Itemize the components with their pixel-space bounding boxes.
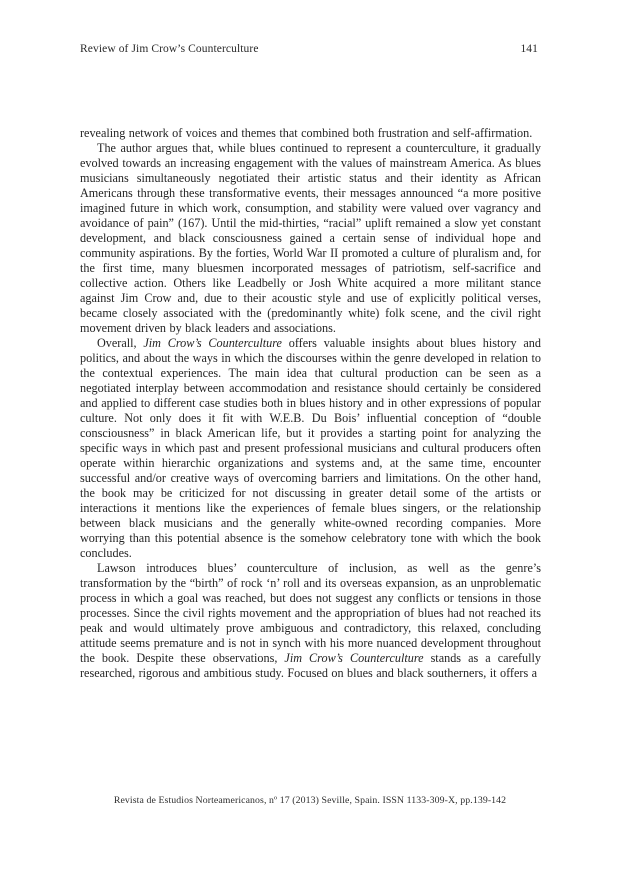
text-segment: revealing network of voices and themes that combined both frustration and self-affirmation. — [80, 126, 533, 140]
footer-citation: Revista de Estudios Norteamericanos, nº 17 (2013) Seville, Spain. ISSN 1133-309-X, pp.139-142 — [113, 795, 507, 806]
paragraph — [80, 336, 541, 561]
paragraph — [80, 141, 541, 336]
running-head-title: Review of Jim Crow’s Counterculture — [80, 43, 259, 55]
text-segment: Lawson introduces blues’ counterculture of inclusion, as well as the genre’s transformation by the “birth” of rock ‘n’ roll and its overseas expansion, as an unproblematic process in which a goal was reached, but does not suggest any conflicts or tensions in those processes. Since the civil rights movement and the appropriation of blues had not reached its peak and would ultimately prove ambiguous and contradictory, this relaxed, concluding attitude seems premature and is not in synch with his more nuanced development throughout the book. Despite these observations, — [80, 561, 541, 665]
running-header — [80, 43, 538, 55]
text-segment: The author argues that, while blues continued to represent a counterculture, it gradually evolved towards an increasing engagement with the values of mainstream America. As blues musicians simultaneously negotiated their artistic status and their identity as African Americans through these transformative events, their messages announced “a more positive imagined future in which work, consumption, and stability were valued over vagrancy and avoidance of pain” (167). Until the mid-thirties, “racial” uplift remained a slow yet constant development, and black consciousness gained a certain sense of individual hope and community aspirations. By the forties, World War II promoted a culture of pluralism and, for the first time, many bluesmen incorporated messages of patriotism, self-sacrifice and collective action. Others like Leadbelly or Josh White acquired a more militant stance against Jim Crow and, due to their acoustic style and use of explicitly political verses, became closely associated with the (predominantly white) folk scene, and the civil right movement driven by black leaders and associations. — [80, 141, 541, 335]
text-segment: stands as a carefully researched, rigorous and ambitious study. Focused on blues and black southerners, it offers a — [80, 651, 542, 680]
text-segment: offers valuable insights about blues history and politics, and about the ways in which the discourses within the genre developed in relation to the contextual experiences. The main idea that cultural production can be seen as a negotiated interplay between accommodation and resistance should certainly be considered and applied to different case studies both in blues history and in other expressions of popular culture. Not only does it fit with W.E.B. Du Bois’ influential conception of “double consciousness” in black American life, but it provides a starting point for analyzing the specific ways in which past and present professional musicians and cultural producers often operate within hierarchic organizations and systems and, at the same time, encounter successful and/or creative ways of overcoming barriers and limitations. On the other hand, the book may be criticized for not discussing in greater detail some of the artists or interactions it mentions like the experiences of female blues singers, or the relationship between black musicians and the generally white-owned recording companies. More worrying than this potential absence is the somehow celebratory tone with which the book concludes. — [80, 336, 541, 560]
page-number: 141 — [520, 43, 538, 55]
book-title-italic: Jim Crow’s Counterculture — [143, 336, 282, 350]
paragraph — [80, 126, 541, 141]
paragraph — [80, 561, 541, 681]
text-segment: Overall, — [97, 336, 144, 350]
body-text — [80, 126, 541, 681]
book-title-italic: Jim Crow’s Counterculture — [284, 651, 424, 665]
